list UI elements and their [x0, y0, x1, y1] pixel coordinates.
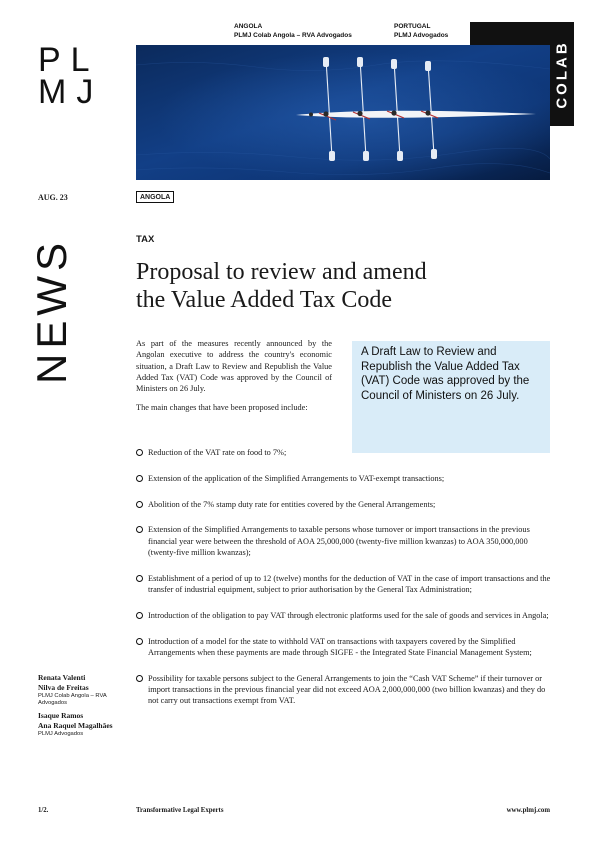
- office-angola: [234, 22, 352, 40]
- logo-line-1: PL: [38, 41, 100, 79]
- list-item-text: Introduction of the obligation to pay VAT through electronic platforms used for the sale of goods and services in Angola;: [148, 610, 549, 620]
- office-portugal: [394, 22, 448, 40]
- author-firm: PLMJ Colab Angola – RVA Advogados: [38, 693, 107, 706]
- highlight-callout: [352, 341, 550, 453]
- bullet-circle-icon: [136, 501, 143, 508]
- authors-block: [38, 673, 116, 742]
- list-item-text: Reduction of the VAT rate on food to 7%;: [148, 448, 287, 457]
- footer-website-link[interactable]: www.plmj.com: [506, 807, 550, 814]
- country-badge: ANGOLA: [136, 191, 174, 203]
- office-country: ANGOLA: [234, 23, 263, 30]
- logo-line-2: MJ: [38, 73, 104, 111]
- author-name: Renata Valenti: [38, 673, 86, 682]
- office-country: PORTUGAL: [394, 23, 431, 30]
- section-label-text: NEWS: [28, 238, 75, 384]
- list-item: [136, 473, 556, 484]
- office-firm: PLMJ Advogados: [394, 32, 449, 39]
- list-item-text: Extension of the application of the Simplified Arrangements to VAT-exempt transactions;: [148, 473, 445, 483]
- callout-text: A Draft Law to Review and Republish the Value Added Tax (VAT) Code was approved by the Council of Ministers on 26 July.: [361, 346, 530, 402]
- bullet-circle-icon: [136, 612, 143, 619]
- list-item: [136, 447, 556, 458]
- bullet-circle-icon: [136, 675, 143, 682]
- title-line: the Value Added Tax Code: [136, 287, 393, 313]
- author-name: Isaque Ramos: [38, 711, 84, 720]
- colab-label: [550, 22, 574, 126]
- list-item-text: Possibility for taxable persons subject to the General Arrangements to join the “Cash VAT Scheme” if their turnover or import transactions in the previous financial year did not exceed AOA 2,000,000,000 (two billion kwanzas) and they do not carry out transactions exempt from VAT.: [148, 673, 546, 706]
- page-number: 1/2.: [38, 807, 49, 814]
- bullet-circle-icon: [136, 526, 143, 533]
- list-item: [136, 499, 556, 510]
- bullet-circle-icon: [136, 449, 143, 456]
- office-firm: PLMJ Colab Angola – RVA Advogados: [234, 32, 352, 39]
- list-item: [136, 524, 556, 558]
- list-item: [136, 610, 556, 621]
- list-item-text: Extension of the Simplified Arrangements to taxable persons whose turnover or import transactions in the previous financial year were between the threshold of AOA 25,000,000 (twenty-five million kwanzas) to AOA 350,000,000 (twenty-five million kwanzas);: [148, 525, 530, 557]
- list-item-text: Abolition of the 7% stamp duty rate for entities covered by the General Arrangements;: [148, 499, 436, 509]
- list-item: [136, 636, 556, 659]
- plmj-logo: [38, 41, 104, 111]
- list-item: [136, 673, 556, 707]
- footer-tagline: Transformative Legal Experts: [136, 807, 224, 814]
- list-item-text: Establishment of a period of up to 12 (twelve) months for the deduction of VAT in the case of import transactions and the transfer of industrial equipment, subject to prior authorisation by the General Tax Administration;: [148, 573, 551, 595]
- author-name: Nilva de Freitas: [38, 683, 89, 692]
- colab-tab-bar: [470, 22, 550, 45]
- changes-list: [136, 447, 556, 721]
- intro-paragraph: As part of the measures recently announced by the Angolan executive to address the country's economic situation, a Draft Law to Review and Republish the Value Added Tax (VAT) Code was approved by the Council of Ministers on 26 July.: [136, 339, 332, 394]
- bullet-circle-icon: [136, 475, 143, 482]
- bullet-circle-icon: [136, 638, 143, 645]
- category-label: TAX: [136, 234, 155, 245]
- intro-paragraph: The main changes that have been proposed include:: [136, 403, 308, 413]
- hero-image-rowing-boat: [136, 45, 550, 180]
- intro-text: [136, 338, 332, 422]
- author-name: Ana Raquel Magalhães: [38, 721, 113, 730]
- list-item: [136, 573, 556, 596]
- colab-text: COLAB: [553, 39, 571, 109]
- bullet-circle-icon: [136, 575, 143, 582]
- section-label: [22, 238, 82, 384]
- author-firm: PLMJ Advogados: [38, 731, 84, 737]
- article-title: [136, 258, 516, 314]
- list-item-text: Introduction of a model for the state to withhold VAT on transactions with taxpayers covered by the Simplified Arrangements when these payments are made through SIGFE - the Integrated State Financial Management System;: [148, 636, 532, 657]
- issue-date: AUG. 23: [38, 193, 68, 202]
- title-line: Proposal to review and amend: [136, 259, 427, 285]
